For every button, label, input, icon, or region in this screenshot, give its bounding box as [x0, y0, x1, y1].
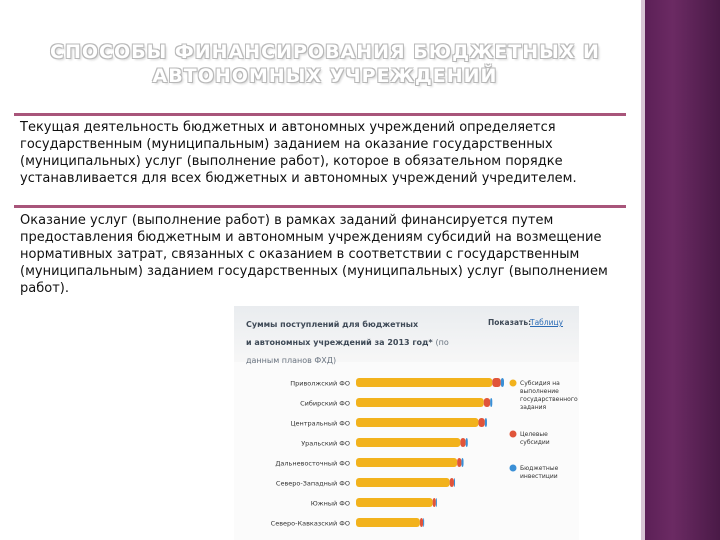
- bar-segment: [450, 478, 454, 487]
- bar-segment: [356, 478, 450, 487]
- bar-segment: [461, 458, 463, 467]
- paragraph-1: Текущая деятельность бюджетных и автономных учреждений определяется государственным (муниципальным) заданием на оказание государственных (муниципальных) услуг (выполнение работ), которое в обязательном порядке устанавливается для всех бюджетных и автономных учреждений учредителем.: [20, 120, 577, 186]
- bar-segment: [420, 518, 423, 527]
- legend-label: Субсидия на выполнение государственного задания: [520, 380, 578, 411]
- chart-heading-line2: и автономных учреждений за 2013 год*: [246, 338, 433, 347]
- decorative-side-panel: [641, 0, 720, 540]
- bar-segment: [356, 378, 492, 387]
- bar-segment: [433, 498, 436, 507]
- bar-segment: [356, 498, 433, 507]
- divider-middle: [14, 205, 626, 208]
- bar-segment: [356, 438, 460, 447]
- bar-segment: [356, 398, 484, 407]
- bar-segment: [466, 438, 468, 447]
- category-label: Северо-Кавказский ФО: [270, 519, 350, 528]
- category-label: Северо-Западный ФО: [275, 479, 350, 488]
- bar-segment: [454, 478, 455, 487]
- category-label: Сибирский ФО: [300, 399, 350, 408]
- category-label: Приволжский ФО: [290, 379, 350, 388]
- bar-chart: [234, 306, 579, 540]
- bar-segment: [490, 398, 492, 407]
- bar-segment: [436, 498, 437, 507]
- legend-marker: [510, 465, 517, 472]
- category-label: Дальневосточный ФО: [275, 459, 350, 468]
- bar-segment: [485, 418, 487, 427]
- category-label: Южный ФО: [310, 499, 350, 508]
- category-label: Уральский ФО: [301, 439, 350, 448]
- category-label: Центральный ФО: [290, 419, 350, 428]
- legend-label: Целевые субсидии: [520, 431, 550, 446]
- divider-top: [14, 113, 626, 116]
- bar-segment: [492, 378, 501, 387]
- bar-segment: [484, 398, 490, 407]
- bar-segment: [356, 458, 457, 467]
- bar-segment: [501, 378, 504, 387]
- show-table-link[interactable]: Таблицу: [530, 318, 564, 327]
- bar-segment: [478, 418, 484, 427]
- bar-segment: [356, 518, 420, 527]
- bar-segment: [423, 518, 424, 527]
- bar-segment: [460, 438, 465, 447]
- legend-marker: [510, 431, 517, 438]
- paragraph-2: Оказание услуг (выполнение работ) в рамках заданий финансируется путем предоставления бюджетным и автономным учреждениям субсидий на возмещение нормативных затрат, связанных с оказанием в соответствии с государственным (муниципальным) заданием государственных (муниципальных) услуг (выполнением работ).: [20, 213, 608, 296]
- chart-heading-note: (по данным планов ФХД): [246, 338, 449, 365]
- show-label: Показать:: [488, 318, 532, 327]
- bar-segment: [457, 458, 461, 467]
- legend-marker: [510, 380, 517, 387]
- legend-label: Бюджетные инвестиции: [520, 465, 559, 480]
- chart-heading-line1: Суммы поступлений для бюджетных: [246, 320, 419, 329]
- bar-segment: [356, 418, 478, 427]
- chart-image: [234, 306, 579, 540]
- slide-title: СПОСОБЫ ФИНАНСИРОВАНИЯ БЮДЖЕТНЫХ И АВТОНОМНЫХ УЧРЕЖДЕНИЙ: [50, 41, 600, 87]
